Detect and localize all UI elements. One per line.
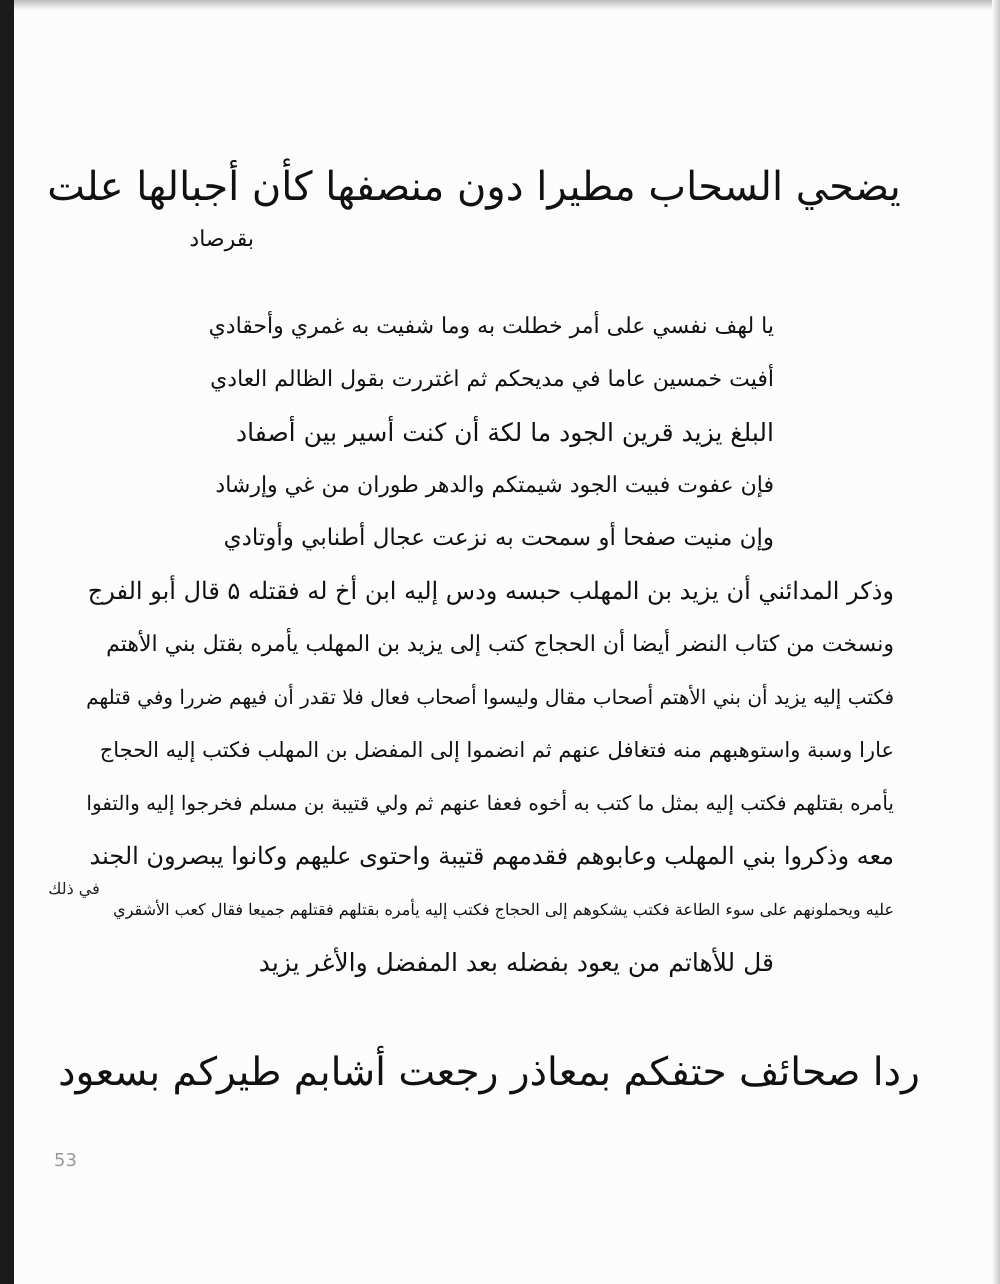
body-line-prose: عليه ويحملونهم على سوء الطاعة فكتب يشكوهم إلى الحجاج فكتب إليه يأمره بقتلهم فقتلهم جميعا فقال كعب الأشقري [113, 900, 894, 919]
body-line-prose: وذكر المدائني أن يزيد بن المهلب حبسه ودس إليه ابن أخ له فقتله ۵ قال أبو الفرج [87, 577, 894, 605]
body-line-verse: البلغ يزيد قرين الجود ما لكة أن كنت أسير بين أصفاد [236, 418, 774, 447]
body-line-prose: معه وذكروا بني المهلب وعابوهم فقدمهم قتيبة واحتوى عليهم وكانوا يبصرون الجند [89, 842, 894, 870]
body-line-verse: فإن عفوت فبيت الجود شيمتكم والدهر طوران من غي وإرشاد [215, 473, 774, 498]
body-line-prose: فكتب إليه يزيد أن بني الأهتم أصحاب مقال وليسوا أصحاب فعال فلا تقدر أن فيهم ضررا وفي قتلهم [86, 685, 894, 709]
page-right-edge [992, 0, 1000, 1284]
body-line-prose: ونسخت من كتاب النضر أيضا أن الحجاج كتب إلى يزيد بن المهلب يأمره بقتل بني الأهتم [106, 632, 894, 657]
body-line-prose: يأمره بقتلهم فكتب إليه بمثل ما كتب به أخوه فعفا عنهم ثم ولي قتيبة بن مسلم فخرجوا إليه والتفوا [86, 791, 894, 815]
page-top-edge [14, 0, 1000, 10]
folio-number: 53 [54, 1150, 77, 1171]
footer-verse: ردا صحائف حتفكم بمعاذر رجعت أشابم طيركم بسعود [58, 1050, 920, 1095]
body-text-block [74, 300, 894, 990]
body-line-verse: قل للأهاتم من يعود بفضله بعد المفضل والأغر يزيد [258, 948, 774, 977]
body-line-verse: يا لهف نفسي على أمر خطلت به وما شفيت به غمري وأحقادي [208, 314, 774, 339]
body-line-prose: عارا وسبة واستوهبهم منه فتغافل عنهم ثم انضموا إلى المفضل بن المهلب فكتب إليه الحجاج [99, 738, 894, 762]
heading-verse: يضحي السحاب مطيرا دون منصفها كأن أجبالها علت [47, 164, 901, 210]
margin-note: في ذلك [48, 879, 100, 898]
body-line-verse: أفيت خمسين عاما في مديحكم ثم اغتررت بقول الظالم العادي [210, 367, 774, 392]
body-line-verse: وإن منيت صفحا أو سمحت به نزعت عجال أطنابي وأوتادي [223, 525, 774, 551]
heading-note: بقرصاد [189, 227, 254, 252]
